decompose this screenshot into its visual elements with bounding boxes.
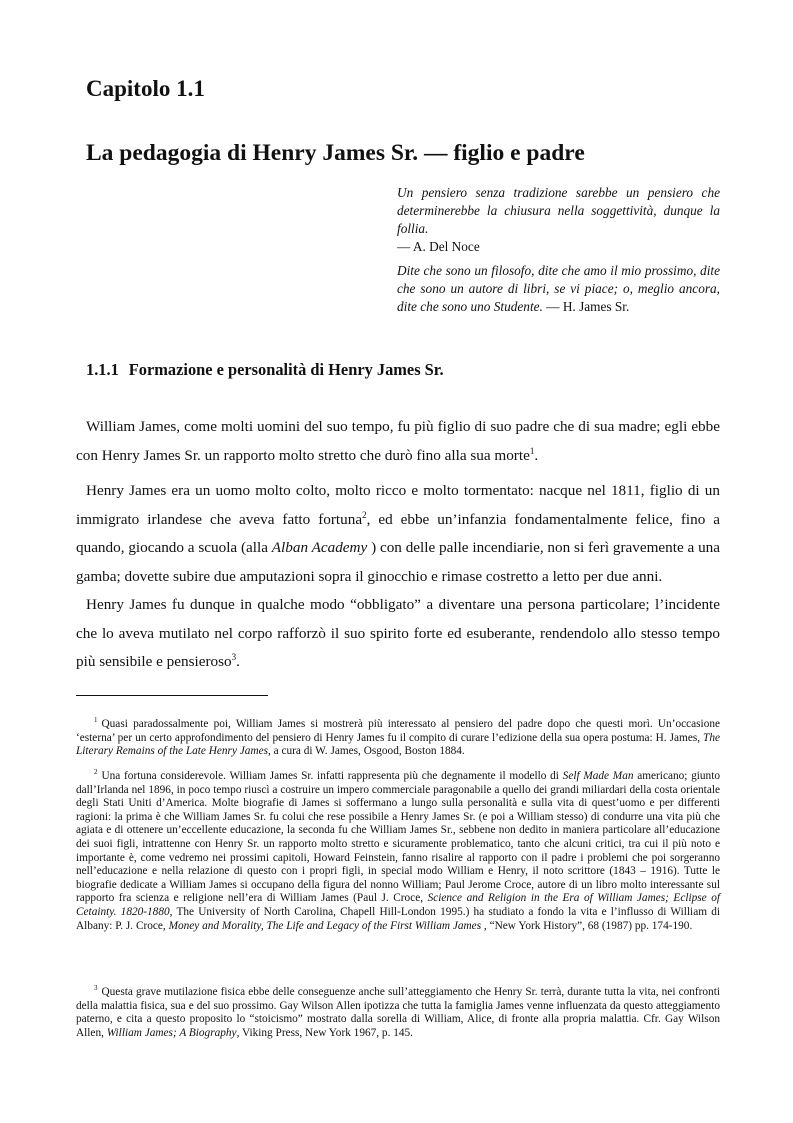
footnote-italic: The Literary Remains of the Late Henry James [76, 731, 720, 758]
body-paragraph [76, 413, 720, 470]
paragraph-text: William James, come molti uomini del suo tempo, fu più figlio di suo padre che di sua madre; egli ebbe con Henry James Sr. un rapporto molto stretto che durò fino alla sua morte [76, 418, 720, 464]
footnote-italic: Science and Religion in the Era of William James; Eclipse of Cetainty. 1820-1880 [76, 892, 720, 918]
paragraph-italic: Alban Academy [271, 539, 368, 556]
paragraph-text: . [534, 446, 539, 464]
footnote-text: , a cura di W. James, Osgood, Boston 1884. [268, 745, 465, 758]
chapter-heading: Capitolo 1.1 [86, 76, 205, 101]
footnote-ref[interactable]: 2 [362, 509, 367, 520]
footnote-text: , Viking Press, New York 1967, p. 145. [236, 1026, 413, 1039]
paragraph-text: Henry James fu dunque in qualche modo “obbligato” a diventare una persona particolare; l’incidente che lo aveva mutilato nel corpo rafforzò il suo spirito forte ed esuberante, rendendolo allo stesso tempo più sensibile e pensieroso [76, 596, 720, 670]
epigraph-quote: Un pensiero senza tradizione sarebbe un pensiero che determinerebbe la chiusura nella soggettività, dunque la follia. [397, 185, 720, 236]
section-title: Formazione e personalità di Henry James Sr. [128, 360, 444, 379]
body-paragraph [76, 477, 720, 591]
epigraph [397, 184, 720, 256]
footnote [76, 770, 720, 933]
footnote-ref[interactable]: 1 [529, 445, 535, 456]
footnote-italic: Money and Morality, The Life and Legacy of the First William James [168, 919, 482, 932]
footnote-text: americano; giunto dall’Irlanda nel 1896, in poco tempo riuscì a costruire un impero commerciale paragonabile a quello dei grandi miliardari della costa orientale degli Stati Uniti d’America. Molte biografie di James si soffermano a lungo sulla personalità e sulla vita di quest’uomo e per differenti ragioni: la prima è che William James Sr. fu colui che rese possibile a Henry James Sr. (e poi a William stesso) di condurre una vita più che agiata e di ottenere un’eccellente educazione, la seconda fu che William James Sr., sebbene non dedito in maniera particolare all’educazione dei suoi figli, intrattenne con Henry Sr. un rapporto molto stretto e sicuramente problematico, tanto che alcuni critici, tra cui il più noto e importante è, come vedremo nei prossimi capitoli, Howard Feinstein, fanno risalire al rapporto con il padre i problemi che poi sorgeranno nell’educazione e nella relazione di questo con i propri figli, in special modo William e Henry, il noto scrittore (1843 – 1916). Tutte le biografie dedicate a William James si occupano della figura del nonno William; Paul Jerome Croce, autore di un libro molto interessante sul rapporto fra scienza e religione nell’era di William James (Paul J. Croce, [76, 770, 720, 905]
epigraph [397, 262, 720, 316]
body-paragraph [76, 591, 720, 677]
footnote-text: , “New York History”, 68 (1987) pp. 174-190. [481, 919, 693, 932]
section-heading [86, 360, 444, 380]
section-number: 1.1.1 [86, 360, 119, 379]
footnote-number: 3 [94, 984, 98, 993]
footnote-number: 1 [94, 716, 98, 725]
footnote-text: Questa grave mutilazione fisica ebbe delle conseguenze anche sull’atteggiamento che Henry Sr. terrà, durante tutta la vita, nei confronti della malattia fisica, sua e del suo prossimo. Gay Wilson Allen ipotizza che tutta la famiglia James venne influenzata da questo atteggiamento paterno, e cita a questo proposito lo “stoicismo” mostrato dalla sorella di William, Alice, di fronte alla propria malattia. Cfr. Gay Wilson Allen, [76, 986, 720, 1039]
epigraph-author: — H. James Sr. [546, 299, 630, 314]
footnote-italic: William James; A Biography [106, 1026, 237, 1039]
footnote-italic: Self Made Man [562, 770, 634, 782]
paragraph-text: , ed ebbe un’infanzia fondamentalmente felice, fino a quando, giocando a scuola (alla [76, 510, 720, 556]
epigraph-author: — A. Del Noce [397, 239, 480, 254]
footnote-number: 2 [94, 768, 98, 777]
paragraph-text: ) con delle palle incendiarie, non si ferì gravemente a una gamba; dovette subire due amputazioni sopra il ginocchio e rimase costretto a letto per due anni. [76, 539, 720, 585]
paragraph-text: Henry James era un uomo molto colto, molto ricco e molto tormentato: nacque nel 1811, figlio di un immigrato irlandese che aveva fatto fortuna [76, 482, 720, 528]
footnote-text: , The University of North Carolina, Chapell Hill-London 1995.) ha studiato a fondo la vita e l’influsso di William di Albany: P. J. Croce, [76, 905, 720, 932]
paragraph-text: . [236, 653, 240, 670]
footnote-text: Quasi paradossalmente poi, William James si mostrerà più interessato al pensiero del padre dopo che questi morì. Un’occasione ‘esterna’ per un certo approfondimento del pensiero di Henry James fu il compito di curare l’edizione della sua opera postuma: H. James, [76, 718, 720, 744]
chapter-title: La pedagogia di Henry James Sr. — figlio e padre [86, 140, 585, 166]
footnote [76, 718, 720, 759]
footnote-text: Una fortuna considerevole. William James Sr. infatti rappresenta più che degnamente il modello di [101, 770, 563, 782]
footnote [76, 986, 720, 1040]
footnote-divider [76, 695, 268, 696]
epigraph-quote: Dite che sono un filosofo, dite che amo il mio prossimo, dite che sono un autore di libri, se vi piace; o, meglio ancora, dite che sono uno Studente. [397, 263, 720, 314]
footnote-ref[interactable]: 3 [231, 651, 237, 662]
